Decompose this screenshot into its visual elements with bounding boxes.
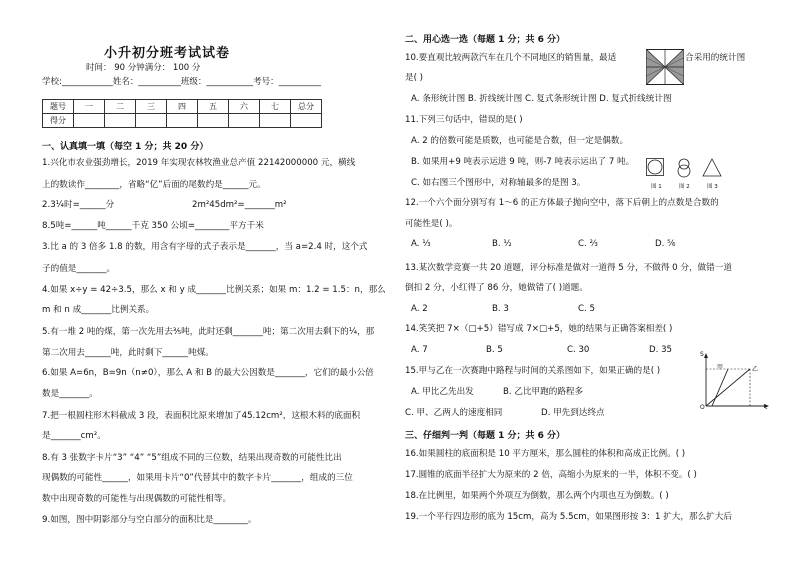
- section-1-heading: 一、认真填一填（每空 1 分；共 20 分）: [42, 142, 209, 152]
- score-cell[interactable]: [74, 114, 105, 128]
- question-13-option-b[interactable]: B. 3: [492, 304, 509, 314]
- question-4-line-1: 4.如果 x÷y = 42÷3.5，那么 x 和 y 成_______比例关系；如果 m：1.2 = 1.5：n，那么: [42, 285, 386, 295]
- question-2-part-b: 2m²45dm²=_______m²: [192, 200, 287, 210]
- question-2-part-a: 2.3¼时=______分: [42, 200, 115, 210]
- score-cell: 一: [74, 100, 105, 114]
- question-8-line-3: 数中出现奇数的可能性与出现偶数的可能性相等。: [42, 494, 232, 504]
- question-14-option-b[interactable]: B. 5: [486, 345, 503, 355]
- question-15-option-c[interactable]: C. 甲、乙两人的速度相同: [405, 408, 503, 418]
- question-5-line-2: 第二次用去______吨，此时剩下______吨煤。: [42, 348, 214, 358]
- score-table: [42, 99, 322, 128]
- question-9: 9.如图，图中阴影部分与空白部分的面积比是________。: [42, 515, 257, 525]
- shaded-square-figure: [646, 49, 684, 85]
- score-cell: 四: [167, 100, 198, 114]
- section-3-heading: 三、仔细判一判（每题 1 分；共 6 分）: [405, 431, 566, 441]
- question-16: 16.如果圆柱的底面积是 10 平方厘米，那么圆柱的体积和高成正比例。( ): [405, 449, 686, 459]
- question-14-option-c[interactable]: C. 30: [567, 345, 590, 355]
- question-13-option-a[interactable]: A. 2: [411, 304, 428, 314]
- graph-origin-label: O: [700, 404, 705, 411]
- question-4-line-2: m 和 n 成_______比例关系。: [42, 305, 155, 315]
- figure-label-1: 图 1: [651, 184, 662, 190]
- question-12-line-1: 12.一个六个面分别写有 1～6 的正方体最子抛向空中，落下后朝上的点数是合数的: [405, 198, 719, 208]
- score-cell: 得分: [43, 114, 74, 128]
- score-cell[interactable]: [167, 114, 198, 128]
- score-cell[interactable]: [260, 114, 291, 128]
- score-table-row: [43, 114, 322, 128]
- question-11-option-a[interactable]: A. 2 的倍数可能是质数，也可能是合数，但一定是偶数。: [411, 136, 629, 146]
- time-line: 时间： 90 分钟满分： 100 分: [86, 63, 201, 73]
- question-10-line-1: 10.要直观比较两款汽车在几个不同地区的销售量，最适: [405, 53, 617, 63]
- score-cell: 总分: [291, 100, 322, 114]
- question-10-line-1-end: 合采用的统计图: [685, 53, 746, 63]
- question-13-line-1: 13.某次数学竞赛一共 20 道题，评分标准是做对一道得 5 分，不做得 0 分，做错一道: [405, 263, 732, 273]
- graph-axis-s-label: S: [700, 351, 704, 358]
- question-7-line-2: 是_______cm²。: [42, 431, 106, 441]
- question-1-line-1: 1.兴化市农业强劲增长，2019 年实现农林牧渔业总产值 22142000000 元，横线: [42, 158, 356, 168]
- question-15-option-b[interactable]: B. 乙比甲跑的路程多: [503, 387, 584, 397]
- distance-time-graph: [698, 352, 770, 410]
- score-cell[interactable]: [136, 114, 167, 128]
- score-cell: 题号: [43, 100, 74, 114]
- question-13-option-c[interactable]: C. 5: [578, 304, 595, 314]
- question-1-line-2: 上的数读作________，省略“亿”后面的尾数约是______元。: [42, 180, 266, 190]
- question-3-line-2: 子的值是_______。: [42, 264, 116, 274]
- question-19: 19.一个平行四边形的底为 15cm，高为 5.5cm，如果图形按 3：1 扩大，那么扩大后: [405, 512, 732, 522]
- section-2-heading: 二、用心选一选（每题 1 分；共 6 分）: [405, 35, 566, 45]
- question-14: 14.笑笑把 7×（□+5）错写成 7×□+5，她的结果与正确答案相差( ): [405, 324, 673, 334]
- question-14-option-d[interactable]: D. 35: [649, 345, 673, 355]
- figure-label-2: 图 2: [679, 184, 690, 190]
- question-11: 11.下列三句话中，错误的是( ): [405, 115, 523, 125]
- question-11-option-c[interactable]: C. 如右图三个图形中，对称轴最多的是图 3。: [411, 178, 586, 188]
- question-6-line-1: 6.如果 A=6n，B=9n（n≠0），那么 A 和 B 的最大公因数是_______，它们的最小公倍: [42, 368, 374, 378]
- graph-yi-label: 乙: [752, 366, 759, 373]
- score-cell: 二: [105, 100, 136, 114]
- question-17: 17.圆锥的底面半径扩大为原来的 2 倍，高缩小为原来的一半，体积不变。( ): [405, 470, 697, 480]
- question-15-option-d[interactable]: D. 甲先到达终点: [541, 408, 605, 418]
- question-14-option-a[interactable]: A. 7: [411, 345, 428, 355]
- question-12-option-d[interactable]: D. ⅚: [655, 239, 676, 249]
- figure-label-3: 图 3: [707, 184, 718, 190]
- question-11-option-b[interactable]: B. 如果用+9 吨表示运进 9 吨，则-7 吨表示运出了 7 吨。: [411, 157, 635, 167]
- question-12-line-2: 可能性是( )。: [405, 219, 458, 229]
- question-7-line-1: 7.把一根圆柱形木料截成 3 段，表面积比原来增加了45.12cm²，这根木料的底面积: [42, 411, 361, 421]
- question-13-line-2: 倒扣 2 分，小红得了 86 分，她做错了( )道题。: [405, 283, 588, 293]
- page-title: 小升初分班考试试卷: [104, 46, 231, 61]
- score-cell: 七: [260, 100, 291, 114]
- question-6-line-2: 数是_______。: [42, 389, 98, 399]
- question-15: 15.甲与乙在一次赛跑中路程与时间的关系图如下，如果正确的是( ): [405, 366, 661, 376]
- score-cell: 六: [229, 100, 260, 114]
- question-18: 18.在比例里，如果两个外项互为倒数，那么两个内项也互为倒数。( ): [405, 491, 669, 501]
- question-12-option-a[interactable]: A. ⅓: [411, 239, 431, 249]
- question-3-line-1: 3.比 a 的 3 倍多 1.8 的数，用含有字母的式子表示是_______，当 a=2.4 时，这个式: [42, 242, 368, 252]
- question-10-line-2: 是( ): [405, 73, 424, 83]
- question-15-option-a[interactable]: A. 甲比乙先出发: [411, 387, 474, 397]
- graph-jia-label: 甲: [717, 364, 724, 371]
- score-cell[interactable]: [105, 114, 136, 128]
- student-info-line: 学校:____________姓名：__________班级：___________考号：__________: [42, 77, 322, 87]
- score-cell[interactable]: [229, 114, 260, 128]
- question-8-line-2: 现偶数的可能性______，如果用卡片“0”代替其中的数字卡片_______，组成的三位: [42, 473, 353, 483]
- question-2-line-2: 8.5吨=______吨______千克 350 公顷=________平方千米: [42, 221, 264, 231]
- question-5-line-1: 5.有一堆 2 吨的煤，第一次先用去⅗吨，此时还剩_______吨；第二次用去剩下的¼，那: [42, 327, 375, 337]
- question-12-option-c[interactable]: C. ⅔: [578, 239, 598, 249]
- question-12-option-b[interactable]: B. ½: [492, 239, 512, 249]
- score-cell[interactable]: [198, 114, 229, 128]
- score-cell[interactable]: [291, 114, 322, 128]
- question-8-line-1: 8.有 3 张数字卡片“3” “4” “5”组成不同的三位数，结果出现奇数的可能性比出: [42, 453, 342, 463]
- graph-axis-t-label: t: [765, 404, 768, 411]
- score-cell: 五: [198, 100, 229, 114]
- question-10-options[interactable]: A. 条形统计图 B. 折线统计图 C. 复式条形统计图 D. 复式折线统计图: [411, 94, 672, 104]
- score-table-row: [43, 100, 322, 114]
- score-cell: 三: [136, 100, 167, 114]
